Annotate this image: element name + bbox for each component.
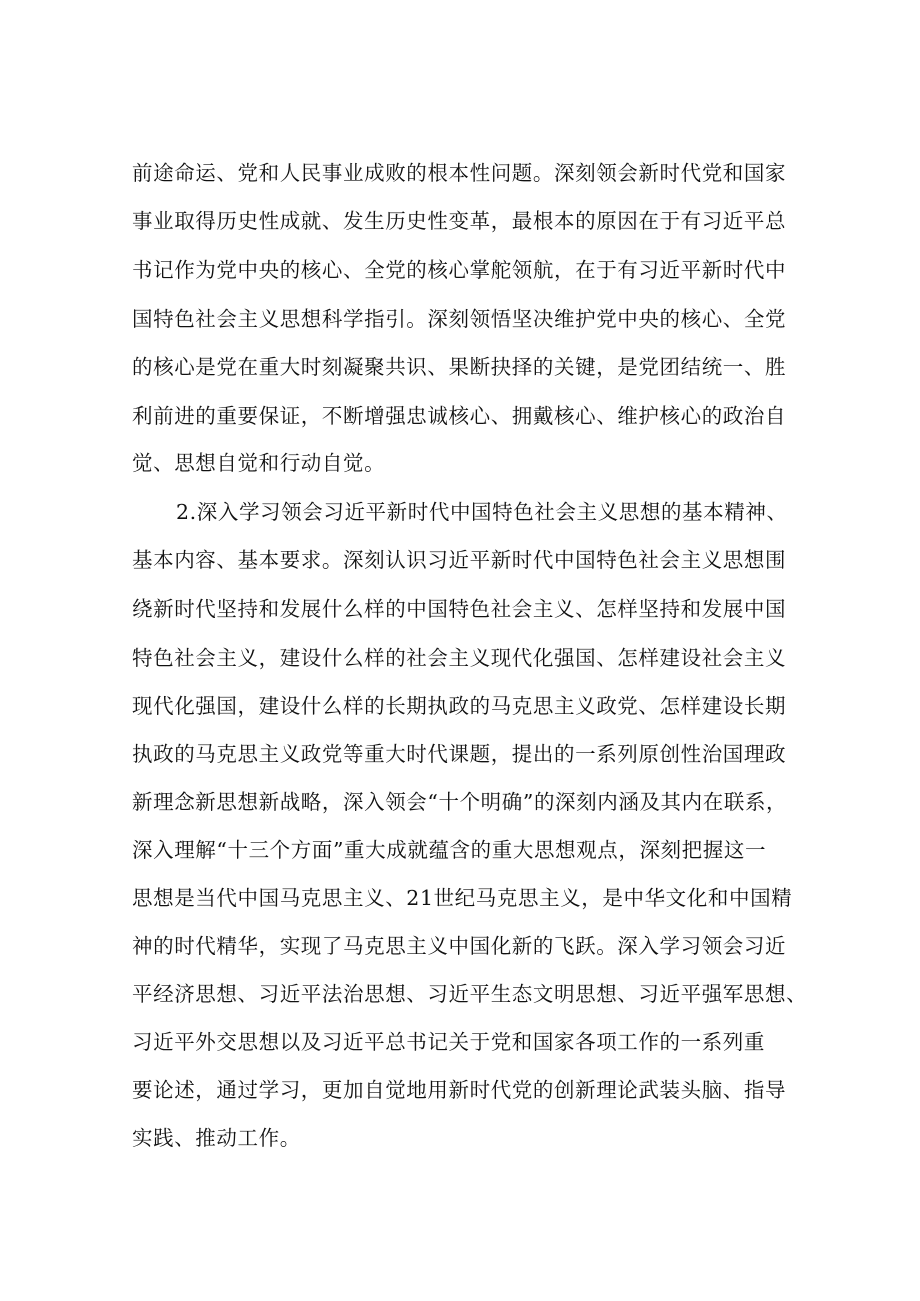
text-line: 要论述，通过学习，更加自觉地用新时代党的创新理论武装头脑、指导 [132,1078,787,1102]
text-line: 平经济思想、习近平法治思想、习近平生态文明思想、习近平强军思想、 [132,982,808,1006]
paragraph-heading-line: 2.深入学习领会习近平新时代中国特色社会主义思想的基本精神、 [176,500,788,524]
text-line: 基本内容、基本要求。深刻认识习近平新时代中国特色社会主义思想围 [132,548,787,572]
text-line: 实践、推动工作。 [132,1126,301,1150]
text-line: 事业取得历史性成就、发生历史性变革，最根本的原因在于有习近平总 [132,209,787,233]
text-line: 现代化强国，建设什么样的长期执政的马克思主义政党、怎样建设长期 [132,694,787,718]
text-line: 特色社会主义，建设什么样的社会主义现代化强国、怎样建设社会主义 [132,646,787,670]
text-line: 绕新时代坚持和发展什么样的中国特色社会主义、怎样坚持和发展中国 [132,597,787,621]
text-line: 国特色社会主义思想科学指引。深刻领悟坚决维护党中央的核心、全党 [132,307,787,331]
text-line: 的核心是党在重大时刻凝聚共识、果断抉择的关键，是党团结统一、胜 [132,355,787,379]
text-line: 执政的马克思主义政党等重大时代课题，提出的一系列原创性治国理政 [132,742,787,766]
text-line: 前途命运、党和人民事业成败的根本性问题。深刻领会新时代党和国家 [132,161,787,185]
text-line: 书记作为党中央的核心、全党的核心掌舵领航，在于有习近平新时代中 [132,258,787,282]
text-line: 思想是当代中国马克思主义、21世纪马克思主义，是中华文化和中国精 [132,886,793,910]
text-line: 觉、思想自觉和行动自觉。 [132,451,386,475]
text-line: 神的时代精华，实现了马克思主义中国化新的飞跃。深入学习领会习近 [132,934,787,958]
text-line: 习近平外交思想以及习近平总书记关于党和国家各项工作的一系列重 [132,1030,765,1054]
text-line: 新理念新思想新战略，深入领会“十个明确”的深刻内涵及其内在联系， [132,790,788,814]
text-line: 利前进的重要保证，不断增强忠诚核心、拥戴核心、维护核心的政治自 [132,404,787,428]
text-line: 深入理解“十三个方面”重大成就蕴含的重大思想观点，深刻把握这一 [132,838,767,862]
